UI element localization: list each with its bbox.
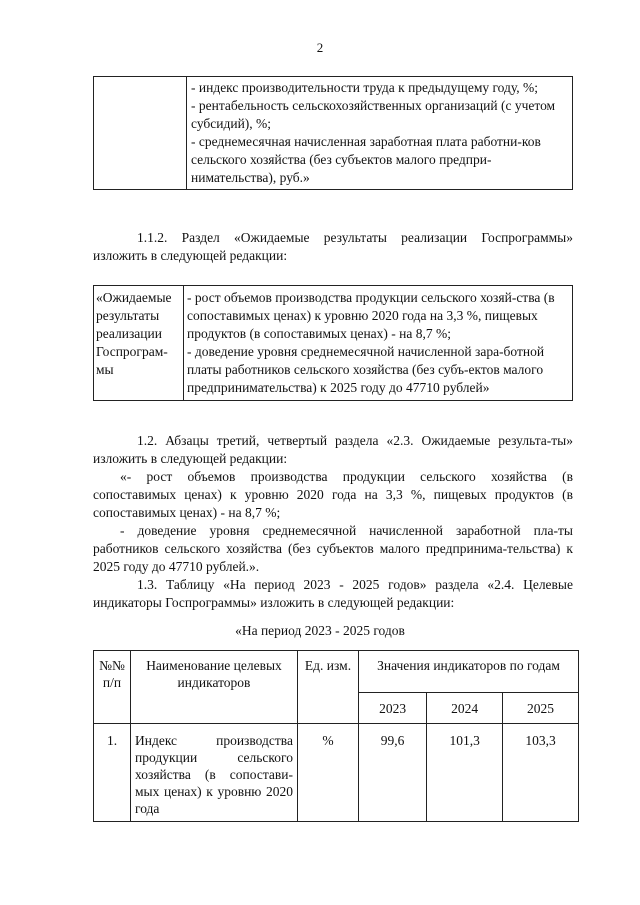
header-unit: Ед. изм. — [298, 651, 359, 724]
header-num: №№ п/п — [94, 651, 131, 724]
table1-label-cell — [94, 77, 187, 190]
table1-line: - рентабельность сельскохозяйственных организаций (с учетом субсидий), %; — [191, 98, 556, 131]
row-value-2023: 99,6 — [359, 724, 427, 822]
table2-line: - доведение уровня среднемесячной начисленной зара-ботной платы работников сельского хозяйства (без субъ-ектов малого предпринимательства) к 2025 году до 47710 рублей» — [187, 344, 545, 395]
header-year: 2024 — [427, 693, 503, 724]
row-num: 1. — [94, 724, 131, 822]
page-number: 2 — [316, 40, 324, 55]
header-name: Наименование целевых индикаторов — [131, 651, 298, 724]
section-1-2-1-3 — [93, 432, 573, 612]
paragraph-1-1-2: 1.1.2. Раздел «Ожидаемые результаты реализации Госпрограммы» изложить в следующей редакции: — [93, 230, 573, 263]
header-values: Значения индикаторов по годам — [359, 651, 579, 693]
previous-indicators-table — [93, 76, 573, 190]
table1-line: - индекс производительности труда к предыдущему году, %; — [191, 80, 539, 95]
table2-line: - рост объемов производства продукции сельского хозяй-ства (в сопоставимых ценах) к уровню 2020 года на 3,3 %, пищевых продуктов (в сопоставимых ценах) - на 8,7 %; — [187, 290, 555, 341]
expected-results-table — [93, 285, 573, 401]
indicators-table-title: «На период 2023 - 2025 годов — [235, 623, 405, 638]
table-row — [94, 724, 579, 822]
table1-line: - среднемесячная начисленная заработная плата работни-ков сельского хозяйства (без субъектов малого предпри-нимательства), руб.» — [191, 134, 541, 185]
row-value-2024: 101,3 — [427, 724, 503, 822]
table2-content-cell — [184, 286, 573, 401]
header-year: 2025 — [503, 693, 579, 724]
table2-label-cell: «Ожидаемые результаты реализации Госпрограм-мы — [94, 286, 184, 401]
paragraph-1-2-quote-2: - доведение уровня среднемесячной начисленной заработной пла-ты работников сельского хозяйства (без субъектов малого предпринима-тельства) к 2025 году до 47710 рублей.». — [93, 523, 573, 574]
header-year: 2023 — [359, 693, 427, 724]
paragraph-1-2: 1.2. Абзацы третий, четвертый раздела «2.3. Ожидаемые результа-ты» изложить в следующей редакции: — [93, 433, 573, 466]
row-unit: % — [298, 724, 359, 822]
row-value-2025: 103,3 — [503, 724, 579, 822]
table1-content-cell — [187, 77, 573, 190]
paragraph-1-3: 1.3. Таблицу «На период 2023 - 2025 годов» раздела «2.4. Целевые индикаторы Госпрограммы» изложить в следующей редакции: — [93, 577, 573, 610]
row-name: Индекс производства продукции сельского хозяйства (в сопостави-мых ценах) к уровню 2020 года — [131, 724, 298, 822]
paragraph-1-2-quote-1: «- рост объемов производства продукции сельского хозяйства (в сопоставимых ценах) к уровню 2020 года на 3,3 %, пищевых продуктов (в сопоставимых ценах) - на 8,7 %; — [93, 469, 573, 520]
target-indicators-table — [93, 650, 579, 822]
